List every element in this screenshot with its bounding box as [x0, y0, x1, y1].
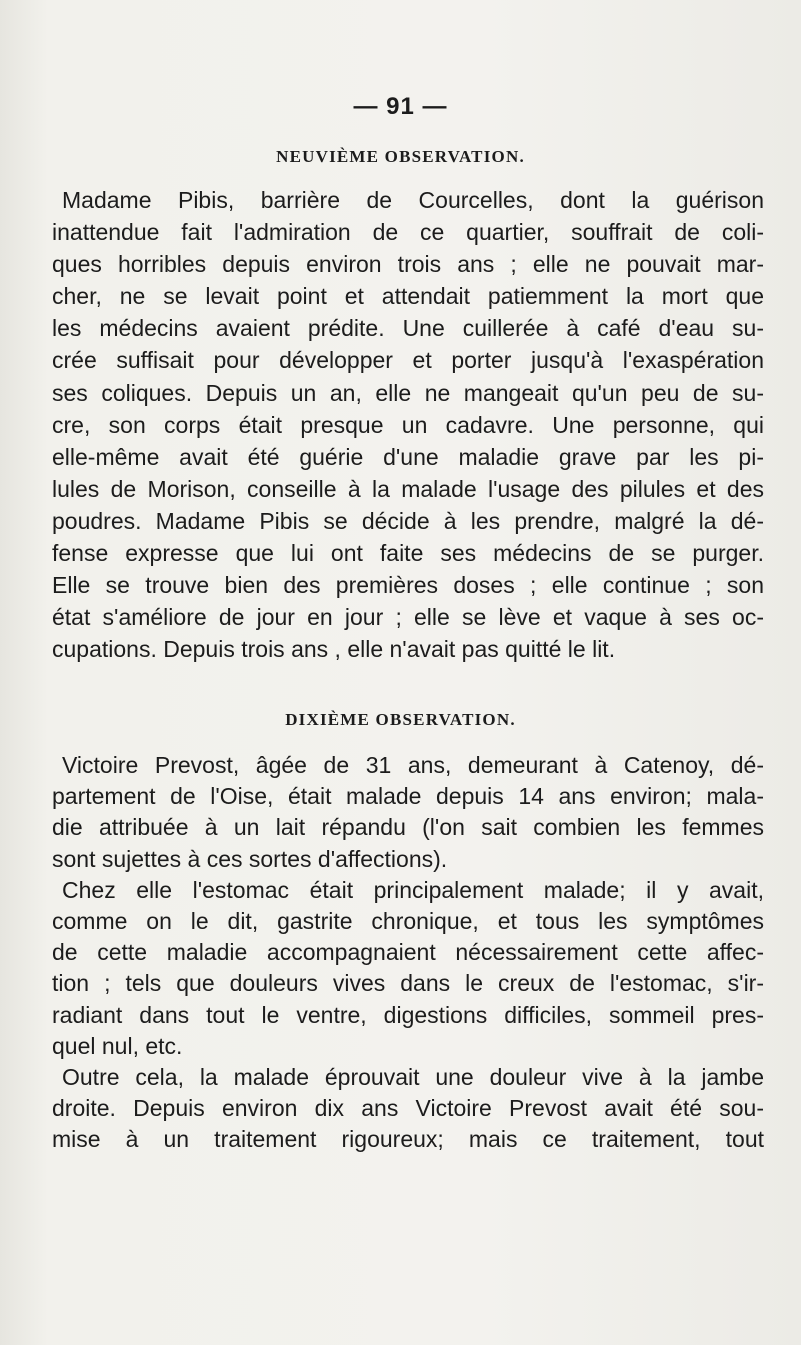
section-heading-ninth-observation: NEUVIÈME OBSERVATION.	[276, 147, 525, 166]
text-line: inattendue fait l'admiration de ce quartier, souffrait de coli-	[52, 219, 764, 246]
text-line: cupations. Depuis trois ans , elle n'avait pas quitté le lit.	[52, 636, 616, 663]
text-line: les médecins avaient prédite. Une cuillerée à café d'eau su-	[52, 315, 764, 342]
text-line: mise à un traitement rigoureux; mais ce traitement, tout	[52, 1126, 764, 1153]
text-line: quel nul, etc.	[52, 1032, 183, 1059]
page-number: — 91 —	[353, 93, 448, 120]
text-line: fense expresse que lui ont faite ses médecins de se purger.	[52, 540, 764, 567]
text-line: cre, son corps était presque un cadavre. Une personne, qui	[52, 411, 764, 438]
text-line: Elle se trouve bien des premières doses ; elle continue ; son	[52, 572, 764, 599]
text-line: ques horribles depuis environ trois ans ; elle ne pouvait mar-	[52, 251, 764, 278]
ninth-observation-body	[52, 184, 764, 665]
text-line: Victoire Prevost, âgée de 31 ans, demeurant à Catenoy, dé-	[62, 752, 764, 778]
text-line: état s'améliore de jour en jour ; elle se lève et vaque à ses oc-	[52, 604, 764, 631]
text-line: die attribuée à un lait répandu (l'on sait combien les femmes	[52, 814, 764, 841]
text-line: lules de Morison, conseille à la malade l'usage des pilules et des	[52, 475, 764, 502]
text-line: ses coliques. Depuis un an, elle ne mangeait qu'un peu de su-	[52, 379, 764, 406]
section-heading-tenth-observation: DIXIÈME OBSERVATION.	[285, 710, 516, 729]
text-line: partement de l'Oise, était malade depuis 14 ans environ; mala-	[52, 783, 764, 810]
text-line: comme on le dit, gastrite chronique, et tous les symptômes	[52, 907, 764, 934]
text-line: de cette maladie accompagnaient nécessairement cette affec-	[52, 939, 764, 966]
text-line: radiant dans tout le ventre, digestions difficiles, sommeil pres-	[52, 1001, 764, 1028]
text-line: droite. Depuis environ dix ans Victoire Prevost avait été sou-	[52, 1095, 764, 1122]
text-line: elle-même avait été guérie d'une maladie grave par les pi-	[52, 443, 764, 470]
tenth-observation-body	[52, 750, 764, 1155]
text-line: cher, ne se levait point et attendait patiemment la mort que	[52, 283, 764, 310]
text-line: poudres. Madame Pibis se décide à les prendre, malgré la dé-	[52, 507, 764, 534]
text-line: tion ; tels que douleurs vives dans le creux de l'estomac, s'ir-	[52, 970, 764, 997]
text-line: Madame Pibis, barrière de Courcelles, dont la guérison	[62, 187, 764, 213]
text-line: crée suffisait pour développer et porter jusqu'à l'exaspération	[52, 347, 764, 374]
text-line: Chez elle l'estomac était principalement malade; il y avait,	[62, 876, 764, 903]
text-line: sont sujettes à ces sortes d'affections).	[52, 845, 448, 872]
text-line: Outre cela, la malade éprouvait une douleur vive à la jambe	[62, 1063, 764, 1090]
